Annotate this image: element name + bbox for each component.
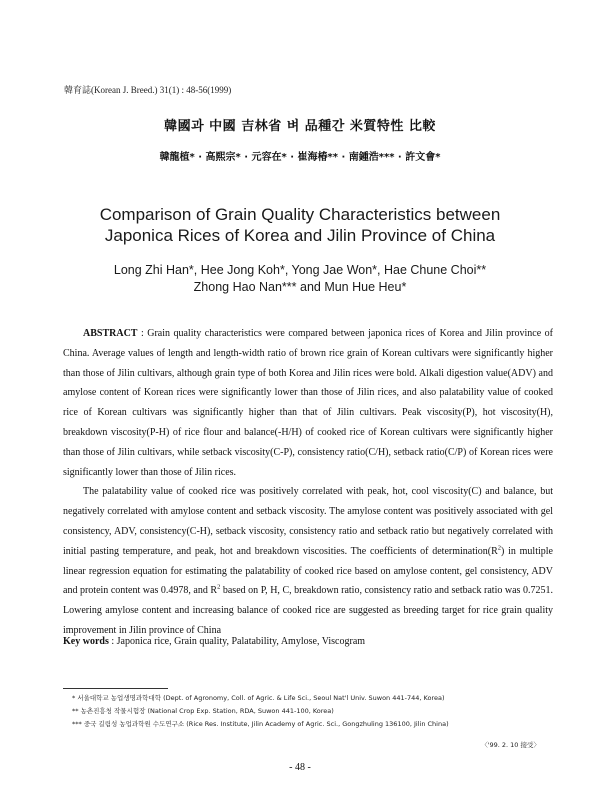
footnote-1: * 서울대학교 농업생명과학대학 (Dept. of Agronomy, Coll. of Agric. & Life Sci., Seoul Nat'l Univ. Suwon 441-744, Korea) <box>72 694 445 702</box>
superscript-2: 2 <box>217 584 221 592</box>
korean-title: 韓國과 中國 吉林省 벼 品種간 米質特性 比較 <box>164 119 436 134</box>
korean-authors: 韓龍植* · 高熙宗* · 元容在* · 崔海椿** · 南鍾浩*** · 許文會* <box>159 152 441 163</box>
abstract-label: ABSTRACT <box>83 328 138 339</box>
english-authors <box>0 262 600 296</box>
abstract-text-2c: based on P, H, C, breakdown ratio, consistency ratio and setback ratio was 0.7251. Lowering amylose content and increasing balance of cooked rice are suggested as breeding target for rice grain quality improvement in Jilin province of China <box>63 585 553 636</box>
abstract-paragraph-2 <box>63 482 553 640</box>
abstract <box>63 324 553 641</box>
english-authors-line1: Long Zhi Han*, Hee Jong Koh*, Yong Jae Won*, Hae Chune Choi** <box>113 263 487 277</box>
footnotes <box>72 692 542 731</box>
abstract-text-2b: ) in multiple linear regression equation for estimating the palatability of cooked rice based on amylose content, gel consistency, ADV and protein content was 0.4978, and R <box>63 545 553 597</box>
keywords-text: : Japonica rice, Grain quality, Palatability, Amylose, Viscogram <box>108 636 366 647</box>
abstract-text-2a: The palatability value of cooked rice was positively correlated with peak, hot, cool viscosity(C) and balance, but negatively correlated with amylose content and setback viscosity. The amylose content was positively associated with gel consistency, ADV, consistency(C-H), setback viscosity, consistency ratio and setback ratio but negatively correlated with initial pasting temperature, and peak, hot and breakdown viscosities. The coefficients of determination(R <box>63 486 553 557</box>
english-title-line2: Japonica Rices of Korea and Jilin Province of China <box>104 226 496 245</box>
received-date: 〈'99. 2. 10 接受〉 <box>481 741 540 749</box>
keywords-label: Key words <box>63 636 109 647</box>
english-title <box>0 204 600 246</box>
footnote-divider <box>63 688 168 689</box>
keywords <box>63 636 553 647</box>
footnote-3: *** 중국 길림성 농업과학원 수도연구소 (Rice Res. Institute, Jilin Academy of Agric. Sci., Gongzhuling 136100, Jilin China) <box>72 720 449 728</box>
footnote-2: ** 농촌진흥청 작물시험장 (National Crop Exp. Station, RDA, Suwon 441-100, Korea) <box>72 707 334 715</box>
page-number: - 48 - <box>289 762 311 773</box>
english-authors-line2: Zhong Hao Nan*** and Mun Hue Heu* <box>193 280 407 294</box>
superscript-2: 2 <box>497 544 502 552</box>
abstract-paragraph-1 <box>63 324 553 482</box>
english-title-line1: Comparison of Grain Quality Characteristics between <box>99 205 501 224</box>
abstract-text-1: : Grain quality characteristics were compared between japonica rices of Korea and Jilin province of China. Average values of length and length-width ratio of brown rice grain of Korean cultivars were significantly higher than those of Jilin cultivars, although grain type of both Korea and Jilin rices were bold. Alkali digestion value(ADV) and amylose content of Korean rices were significantly lower than those of Jilin rices, and also palatability value of cooked rice of Korean cultivars was significantly higher than that of Jilin cultivars. Peak viscosity(P), hot viscosity(H), breakdown viscosity(P-H) of rice flour and balance(-H/H) of cooked rice of Korean cultivars were significantly higher than those of Jilin cultivars, while setback viscosity(C-P), consistency ratio(C/H), setback ratio(C/P) of Korean rices were significantly lower than those of Jilin rices. <box>63 328 553 478</box>
journal-citation: 韓育誌(Korean J. Breed.) 31(1) : 48-56(1999) <box>64 85 232 95</box>
